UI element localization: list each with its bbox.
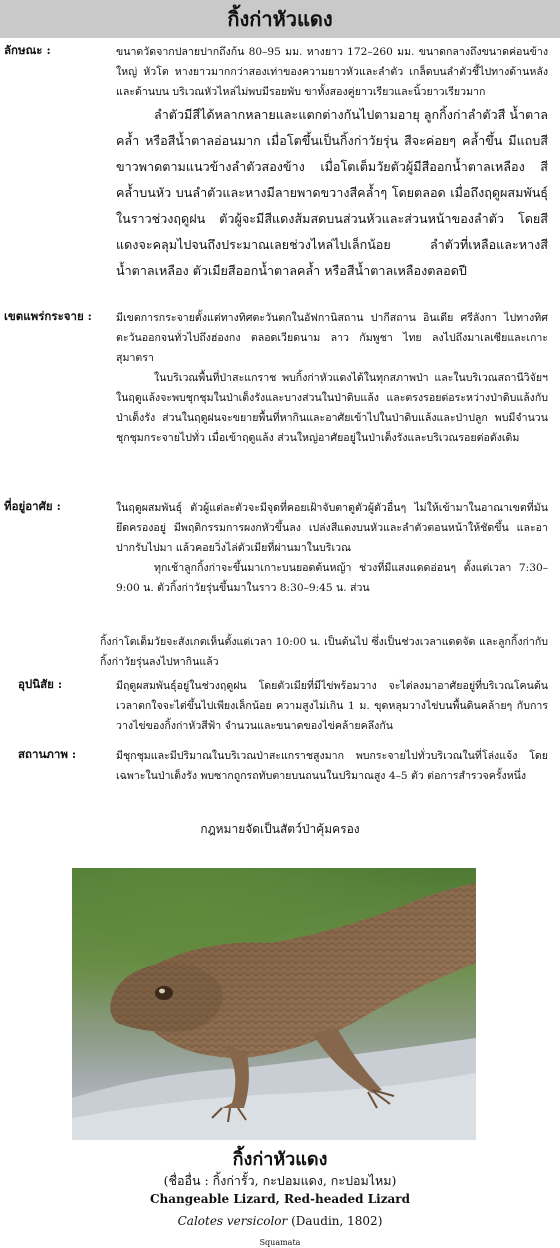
lizard-illustration <box>72 868 476 1140</box>
status-paragraph-1: มีชุกชุมและมีปริมาณในบริเวณป่าสะแกราชสูงมาก พบกระจายไปทั่วบริเวณในที่โล่งแจ้ง โดยเฉพาะในป่าเต็งรัง พบซากถูกรถทับตายบนถนนในปริมาณสูง 4–5 ตัว ต่อการสำรวจครั้งหนึ่ง <box>116 750 548 782</box>
habitat-paragraph-1: ในฤดูผสมพันธุ์ ตัวผู้แต่ละตัวจะมีจุดที่คอยเฝ้าจับตาดูตัวผู้ตัวอื่นๆ ไม่ให้เข้ามาในอาณาเขตที่มันยึดครองอยู่ มีพฤติกรรมการผงกหัวขึ้นลง เปล่งสีแดงบนหัวและลำตัวตอนหน้าให้ชัดขึ้น และอาปากรับไปมา แล้วคอยวิ่งไล่ตัวเมียที่ผ่านมาในบริเวณ <box>116 502 548 554</box>
scientific-name: Calotes versicolor <box>177 1214 288 1228</box>
body-distribution <box>116 308 548 448</box>
caption-thai-name: กิ้งก่าหัวแดง <box>232 1149 328 1170</box>
distribution-paragraph-1: มีเขตการกระจายตั้งแต่ทางทิศตะวันตกในอัฟกานิสถาน ปากีสถาน อินเดีย ศรีลังกา ไปทางทิศตะวันออกจนทั่วไปถึงฮ่องกง ตลอดเวียดนาม ลาว กัมพูชา ไทย ลงไปถึงมาเลเซียและเกาะสุมาตรา <box>116 312 548 364</box>
label-habits: อุปนิสัย : <box>18 677 63 691</box>
body-habits <box>116 676 548 736</box>
label-status: สถานภาพ : <box>18 747 77 761</box>
lizard-eye <box>155 986 173 1000</box>
caption-order: Squamata <box>259 1238 301 1247</box>
characteristics-paragraph-2: ลำตัวมีสีได้หลากหลายและแตกต่างกันไปตามอายุ ลูกกิ้งก่าลำตัวสี น้ำตาลคล้ำ หรือสีน้ำตาลอ่อนมาก เมื่อโตขึ้นเป็นกิ้งก่าวัยรุ่น สีจะค่อยๆ คล้ำขึ้น มีแถบสีขาวพาดตามแนวข้างลำตัวสองข้าง เมื่อโตเต็มวัยตัวผู้มีสีออกน้ำตาลเหลือง สีคล้ำบนหัว บนลำตัวและหางมีลายพาดขวางสีคล้ำๆ โดยตลอด เมื่อถึงฤดูผสมพันธุ์ในราวช่วงฤดูฝน ตัวผู้จะมีสีแดงส้มสดบนส่วนหัวและส่วนหน้าของลำตัว โดยสีแดงจะคลุมไปจนถึงประมาณเลยช่วงไหล่ไปเล็กน้อย ลำตัวที่เหลือและหางสีน้ำตาลเหลือง ตัวเมียสีออกน้ำตาลคล้ำ หรือสีน้ำตาลเหลืองตลอดปี <box>116 107 548 278</box>
body-characteristics <box>116 42 548 284</box>
label-habitat: ที่อยู่อาศัย : <box>4 499 61 513</box>
characteristics-paragraph-1: ขนาดวัดจากปลายปากถึงก้น 80–95 มม. หางยาว 172–260 มม. ขนาดกลางถึงขนาดค่อนข้างใหญ่ หัวโต หางยาวมากกว่าสองเท่าของความยาวหัวและลำตัว เกล็ดบนลำตัวชี้ไปทางด้านหลังและด้านบน บริเวณหัวไหล่ไม่พบมีรอยพับ ขาทั้งสองคู่ยาวเรียวและนิ้วยาวเรียวมาก <box>116 46 548 98</box>
habits-paragraph-1: มีฤดูผสมพันธุ์อยู่ในช่วงฤดูฝน โดยตัวเมียที่มีไข่พร้อมวาง จะไต่ลงมาอาศัยอยู่ที่บริเวณโคนต้น เวลาตกใจจะไต่ขึ้นไปเพียงเล็กน้อย ความสูงไม่เกิน 1 ม. ขุดหลุมวางไข่บนพื้นดินคล้ายๆ กับการวางไข่ของกิ้งก่าหัวสีฟ้า จำนวนและขนาดของไข่คล้ายคลึงกัน <box>116 680 548 732</box>
habitat-paragraph-2: ทุกเช้าลูกกิ้งก่าจะขึ้นมาเกาะบนยอดต้นหญ้า ช่วงที่มีแสงแดดอ่อนๆ ตั้งแต่เวลา 7:30–9:00 น. ตัวกิ้งก่าวัยรุ่นขึ้นมาในราว 8:30–9:45 น. ส่วน <box>116 562 548 594</box>
distribution-paragraph-2: ในบริเวณพื้นที่ป่าสะแกราช พบกิ้งก่าหัวแดงได้ในทุกสภาพป่า และในบริเวณสถานีวิจัยฯ ในฤดูแล้งจะพบชุกชุมในป่าเต็งรังและบางส่วนในป่าดิบแล้ง และตรงรอยต่อระหว่างป่าดิบแล้งกับป่าเต็งรัง ส่วนในฤดูฝนจะขยายพื้นที่หากินและอาศัยเข้าไปในป่าดิบแล้งและป่าปลูก พบมีจำนวนชุกชุมกระจายไปทั่ว เมื่อเข้าฤดูแล้ง ส่วนใหญ่อาศัยอยู่ในป่าเต็งรังและบริเวณรอยต่อดังเดิม <box>116 372 548 444</box>
protection-status-note: กฎหมายจัดเป็นสัตว์ป่าคุ้มครอง <box>200 822 360 836</box>
habitat-paragraph-3: กิ้งก่าโตเต็มวัยจะสังเกตเห็นตั้งแต่เวลา 10:00 น. เป็นต้นไป ซึ่งเป็นช่วงเวลาแดดจัด และลูกกิ้งก่ากับกิ้งก่าวัยรุ่นลงไปหากินแล้ว <box>100 636 548 668</box>
caption-english-name: Changeable Lizard, Red-headed Lizard <box>150 1192 410 1206</box>
caption-other-names: (ชื่ออื่น : กิ้งก่ารั้ว, กะปอมแดง, กะปอมไหม) <box>163 1173 397 1188</box>
label-characteristics: ลักษณะ : <box>4 43 51 57</box>
label-distribution: เขตแพร่กระจาย : <box>4 309 92 323</box>
body-status <box>116 746 548 786</box>
author-citation: (Daudin, 1802) <box>291 1214 383 1228</box>
page-title: กิ้งก่าหัวแดง <box>0 0 560 38</box>
lizard-photo <box>72 868 476 1140</box>
caption-scientific-name <box>0 1214 560 1228</box>
body-habitat <box>116 498 548 598</box>
